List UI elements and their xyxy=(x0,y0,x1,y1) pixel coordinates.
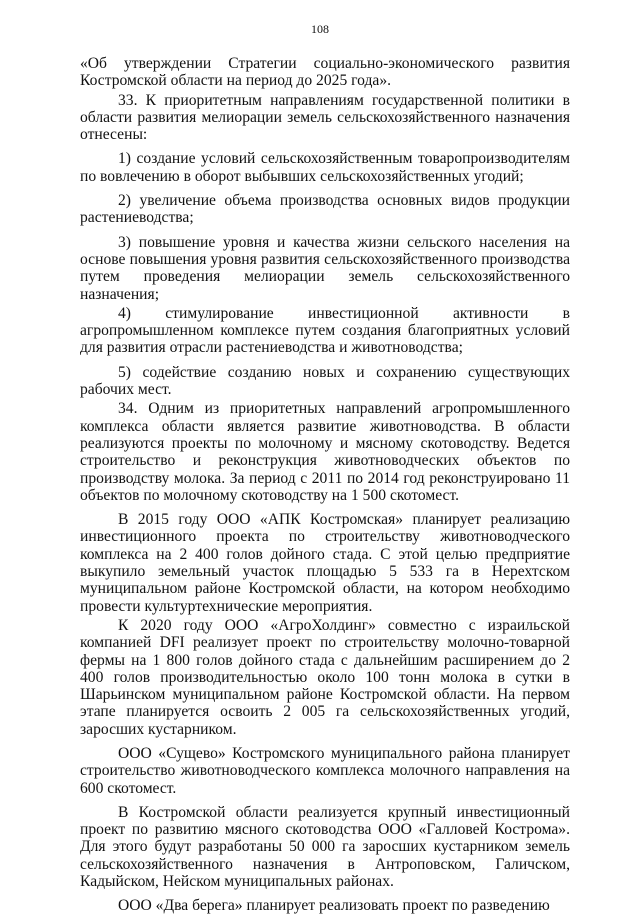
paragraph-34: 34. Одним из приоритетных направлений агропромышленного комплекса области является развитие животноводства. В области реализуются проекты по молочному и мясному скотоводству. Ведется строительство и реконструкция животноводческих объектов по производству молока. За период с 2011 по 2014 год реконструировано 11 объектов по молочному скотоводству на 1 500 скотомест. xyxy=(80,400,570,504)
document-body xyxy=(80,55,570,915)
list-item-1: 1) создание условий сельскохозяйственным товаропроизводителям по вовлечению в оборот выбывших сельскохозяйственных угодий; xyxy=(80,150,570,185)
paragraph-sushchevo: ООО «Сущево» Костромского муниципального района планирует строительство животноводческого комплекса молочного направления на 600 скотомест. xyxy=(80,744,570,797)
list-item-5: 5) содействие созданию новых и сохранению существующих рабочих мест. xyxy=(80,363,570,399)
paragraph-apk-kostromskaya: В 2015 году ООО «АПК Костромская» планирует реализацию инвестиционного проекта по строительству животноводческого комплекса на 2 400 голов дойного стада. С этой целью предприятие выкупило земельный участок площадью 5 533 га в Нерехтском муниципальном районе Костромской области, на котором необходимо провести культуртехнические мероприятия. xyxy=(80,511,570,615)
paragraph-agroholding: К 2020 году ООО «АгроХолдинг» совместно с израильской компанией DFI реализует проект по строительству молочно-товарной фермы на 1 800 голов дойного стада с дальнейшим расширением до 2 400 голов производительностью около 100 тонн молока в сутки в Шарьинском муниципальном районе Костромской области. На первом этапе планируется освоить 2 005 га сельскохозяйственных угодий, заросших кустарником. xyxy=(80,616,570,738)
list-item-2: 2) увеличение объема производства основных видов продукции растениеводства; xyxy=(80,192,570,227)
paragraph-dva-berega: ООО «Два берега» планирует реализовать проект по разведению xyxy=(118,897,550,915)
page-number: 108 xyxy=(311,22,329,36)
list-item-3: 3) повышение уровня и качества жизни сельского населения на основе повышения уровня развития сельскохозяйственного производства путем проведения мелиорации земель сельскохозяйственного назначения; xyxy=(80,233,570,303)
paragraph-galloway-kostroma: В Костромской области реализуется крупный инвестиционный проект по развитию мясного скотоводства ООО «Галловей Кострома». Для этого будут разработаны 50 000 га заросших кустарником земель сельскохозяйственного назначения в Антроповском, Галичском, Кадыйском, Нейском муниципальных районах. xyxy=(80,803,570,891)
paragraph-33: 33. К приоритетным направлениям государственной политики в области развития мелиорации земель сельскохозяйственного назначения отнесены: xyxy=(80,91,570,144)
paragraph-strategy-ref: «Об утверждении Стратегии социально-экономического развития Костромской области на период до 2025 года». xyxy=(80,55,570,90)
list-item-4: 4) стимулирование инвестиционной активности в агропромышленном комплексе путем создания благоприятных условий для развития отрасли растениеводства и животноводства; xyxy=(80,304,570,357)
